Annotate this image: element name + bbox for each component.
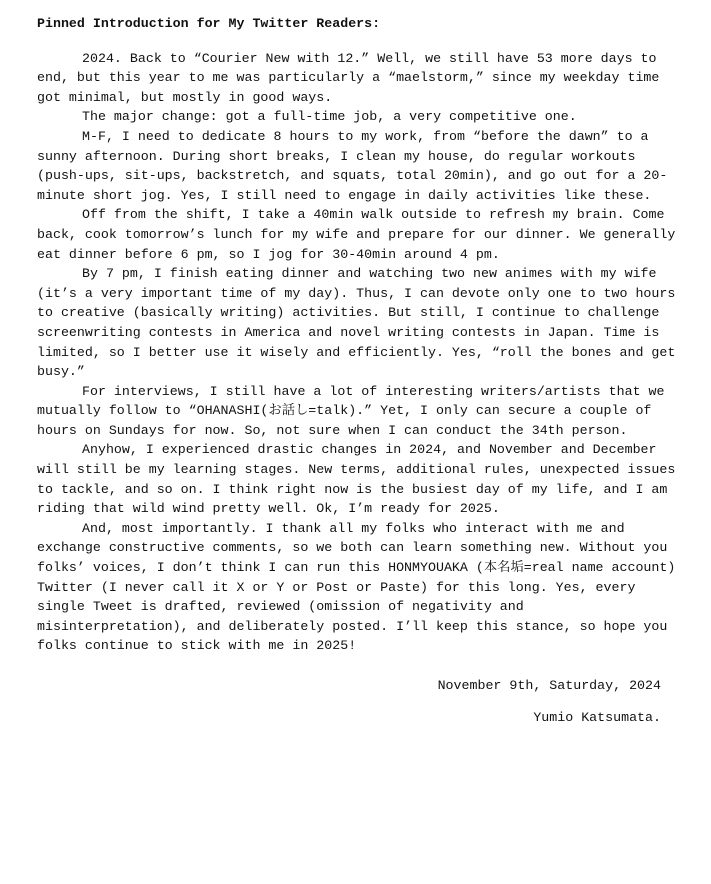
document-title: Pinned Introduction for My Twitter Readers: — [37, 16, 381, 31]
paragraph-6: For interviews, I still have a lot of interesting writers/artists that we mutually follow to “OHANASHI(お話し=talk).” Yet, I only can secure a couple of hours on Sundays for now. So, not sure when I can conduct the 34th person. — [37, 383, 665, 438]
paragraph-4: Off from the shift, I take a 40min walk outside to refresh my brain. Come back, cook tomorrow’s lunch for my wife and prepare for our dinner. We generally eat dinner before 6 pm, so I jog for 30-40min around 4 pm. — [37, 207, 676, 262]
author-signature: Yumio Katsumata. — [533, 709, 661, 725]
paragraph-2: The major change: got a full-time job, a very competitive one. — [82, 109, 577, 125]
paragraph-1: 2024. Back to “Courier New with 12.” Well, we still have 53 more days to end, but this year to me was particularly a “maelstorm,” since my weekday time got minimal, but mostly in good ways. — [37, 50, 660, 105]
paragraph-3: M-F, I need to dedicate 8 hours to my work, from “before the dawn” to a sunny afternoon. During short breaks, I clean my house, do regular workouts (push-ups, sit-ups, backstretch, and squats, total 20min), and go out for a 20-minute short jog. Yes, I still need to engage in daily activities like these. — [37, 128, 668, 203]
paragraph-8: And, most importantly. I thank all my folks who interact with me and exchange constructive comments, so we both can learn something new. Without you folks’ voices, I don’t think I can run this HONMYOUAKA (本名垢=real name account) Twitter (I never call it X or Y or Post or Paste) for this long. Yes, every single Tweet is drafted, reviewed (omission of negativity and misinterpretation), and deliberately posted. I’ll keep this stance, so hope you folks continue to stick with me in 2025! — [37, 520, 676, 654]
document-date: November 9th, Saturday, 2024 — [437, 678, 661, 693]
paragraph-7: Anyhow, I experienced drastic changes in 2024, and November and December will still be my learning stages. New terms, additional rules, unexpected issues to tackle, and so on. I think right now is the busiest day of my life, and I am riding that wild wind pretty well. Ok, I’m ready for 2025. — [37, 442, 676, 517]
document-page — [37, 14, 677, 727]
paragraph-5: By 7 pm, I finish eating dinner and watching two new animes with my wife (it’s a very important time of my day). Thus, I can devote only one to two hours to creative (basically writing) activities. But still, I continue to challenge screenwriting contests in America and novel writing contests in Japan. Time is limited, so I better use it wisely and efficiently. Yes, “roll the bones and get busy.” — [37, 266, 676, 380]
